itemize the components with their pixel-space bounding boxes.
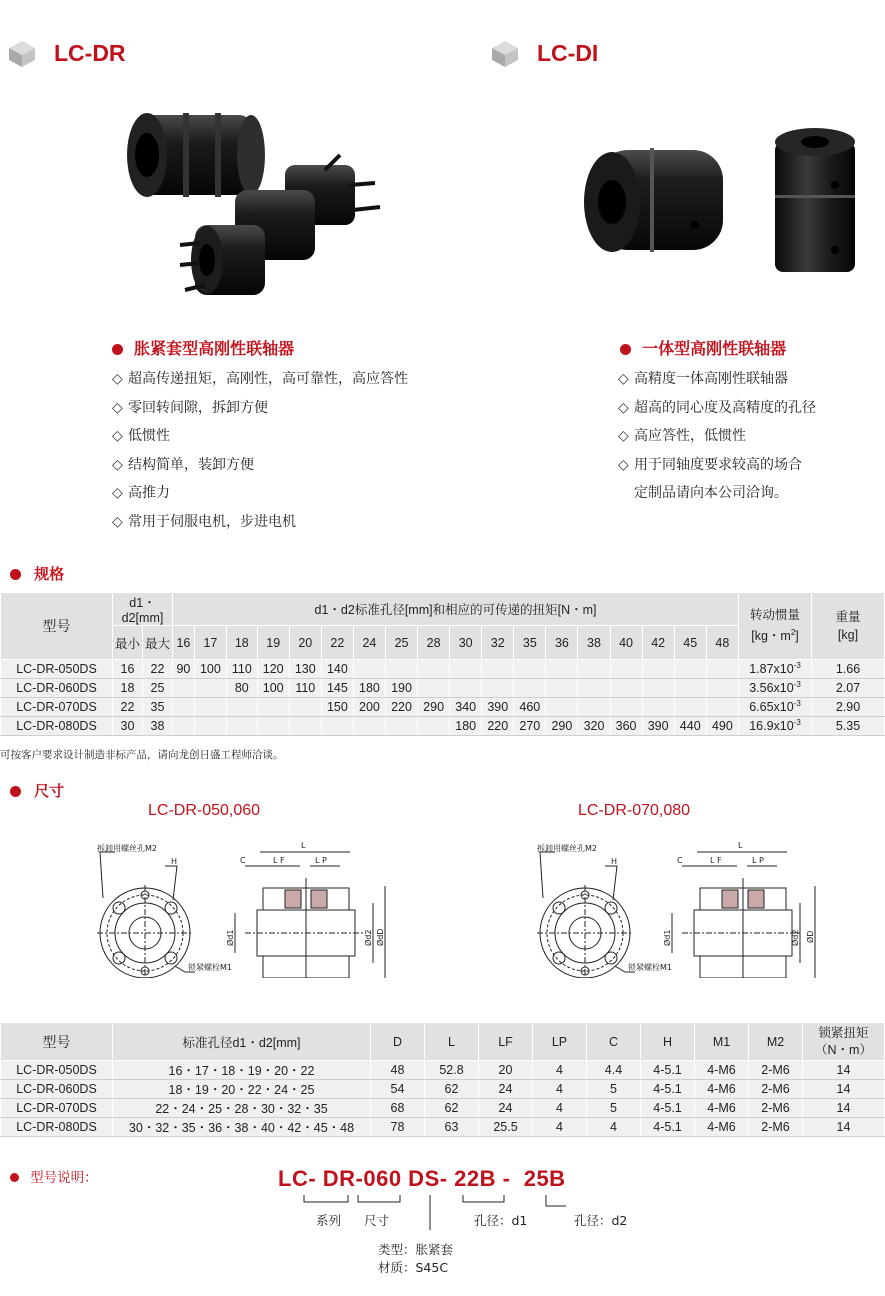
drawing-label-a: LC-DR-050,060 (148, 802, 261, 819)
dimension-table (0, 1022, 885, 1137)
dim-cell: LC-DR-070DS (1, 1099, 113, 1118)
feature-item: ◇ 低惯性 (112, 422, 408, 451)
dim-cell: 2-M6 (749, 1080, 803, 1099)
diamond-icon: ◇ (618, 428, 629, 444)
diamond-icon: ◇ (112, 428, 123, 444)
dim-cell: 4 (587, 1118, 641, 1137)
dim-section-title-row (10, 780, 64, 801)
dim-cell: 54 (371, 1080, 425, 1099)
dim-cell: 63 (425, 1118, 479, 1137)
bullet-dot-icon (112, 344, 123, 355)
dim-cell: 4.4 (587, 1061, 641, 1080)
cube-icon (491, 40, 519, 68)
spec-header-weight: 重量 [kg] (812, 593, 885, 660)
spec-cell-torque: 100 (194, 660, 226, 679)
dim-cell: 14 (803, 1099, 885, 1118)
spec-cell-torque (194, 679, 226, 698)
feature-item: ◇ 用于同轴度要求较高的场合 (618, 451, 816, 480)
feature-item: ◇ 高推力 (112, 479, 408, 508)
dim-cell: 14 (803, 1061, 885, 1080)
dim-cell: 4-M6 (695, 1080, 749, 1099)
table-row (1, 1080, 885, 1099)
dim-header: LF (479, 1023, 533, 1061)
spec-cell-torque (706, 698, 738, 717)
spec-cell-weight: 2.90 (812, 698, 885, 717)
spec-cell-torque (706, 660, 738, 679)
spec-cell-torque: 340 (450, 698, 482, 717)
spec-bore-header: 24 (353, 626, 385, 660)
spec-cell-torque: 360 (610, 717, 642, 736)
spec-header-d: d1・d2[mm] (113, 593, 173, 626)
spec-bore-header: 38 (578, 626, 610, 660)
spec-cell-torque: 180 (353, 679, 385, 698)
dim-header: L (425, 1023, 479, 1061)
dim-cell: 78 (371, 1118, 425, 1137)
dim-cell: 24 (479, 1099, 533, 1118)
feature-item: ◇ 超高传递扭矩，高刚性，高可靠性，高应答性 (112, 365, 408, 394)
lf-callout: L F (273, 856, 285, 865)
spec-cell-torque: 220 (482, 717, 514, 736)
table-row (1, 1099, 885, 1118)
lf-callout: L F (710, 856, 722, 865)
spec-cell-torque (385, 660, 417, 679)
spec-cell-torque (674, 679, 706, 698)
spec-cell-torque (257, 717, 289, 736)
spec-cell-torque (418, 717, 450, 736)
spec-bore-header: 30 (450, 626, 482, 660)
spec-cell-torque (706, 679, 738, 698)
spec-cell-torque: 80 (226, 679, 257, 698)
diamond-icon: ◇ (112, 456, 123, 473)
spec-cell-torque (450, 679, 482, 698)
label-bore1: 孔径：d1 (474, 1213, 528, 1228)
label-series: 系列 (316, 1213, 342, 1228)
cube-icon (8, 40, 36, 68)
spec-cell-inertia: $16.9x10^{-3}$ (739, 717, 812, 736)
spec-cell-torque: 320 (578, 717, 610, 736)
d-callout: ØD (806, 930, 815, 943)
table-row (1, 1061, 885, 1080)
feature-extra: 定制品请向本公司洽询。 (634, 485, 788, 501)
spec-bore-header: 16 (173, 626, 195, 660)
spec-bore-header: 36 (546, 626, 578, 660)
left-subtitle: 胀紧套型高刚性联轴器 (134, 339, 295, 358)
label-bore2: 孔径：d2 (574, 1213, 628, 1228)
d1-callout: Ød1 (226, 929, 235, 946)
spec-header-model: 型号 (1, 593, 113, 660)
spec-cell-torque: 290 (546, 717, 578, 736)
spec-cell-torque (610, 698, 642, 717)
spec-cell-torque (578, 698, 610, 717)
table-row (1, 660, 885, 679)
dim-cell: 2-M6 (749, 1118, 803, 1137)
diamond-icon: ◇ (112, 513, 123, 530)
diamond-icon: ◇ (618, 399, 629, 416)
spec-cell-torque: 145 (321, 679, 353, 698)
spec-cell-torque: 110 (289, 679, 321, 698)
dim-cell: 4-5.1 (641, 1118, 695, 1137)
dim-header: 标准孔径d1・d2[mm] (113, 1023, 371, 1061)
spec-cell-torque (353, 660, 385, 679)
d2-callout: Ød2 (364, 929, 373, 946)
bullet-dot-icon (10, 786, 21, 797)
model-explain-title: 型号说明： (30, 1170, 98, 1186)
dim-cell: 2-M6 (749, 1099, 803, 1118)
spec-cell-model: LC-DR-070DS (1, 698, 113, 717)
m1-callout: 锁紧螺栓M1 (628, 963, 672, 972)
spec-cell-torque (546, 679, 578, 698)
dim-header: C (587, 1023, 641, 1061)
dim-cell: 4-5.1 (641, 1099, 695, 1118)
left-title: LC-DR (54, 40, 126, 66)
spec-cell-torque: 390 (642, 717, 674, 736)
dim-cell: 22・24・25・28・30・32・35 (113, 1099, 371, 1118)
dim-cell: 2-M6 (749, 1061, 803, 1080)
dim-cell: 4-M6 (695, 1118, 749, 1137)
right-feature-list (618, 365, 816, 508)
spec-cell-torque: 100 (257, 679, 289, 698)
spec-cell-torque: 140 (321, 660, 353, 679)
spec-cell-torque (418, 660, 450, 679)
spec-cell-torque (289, 717, 321, 736)
dim-cell: 5 (587, 1080, 641, 1099)
spec-table (0, 592, 885, 736)
table-row (1, 1118, 885, 1137)
d2-callout: Ød2 (791, 929, 800, 946)
spec-bore-header: 40 (610, 626, 642, 660)
spec-cell-inertia: $3.56x10^{-3}$ (739, 679, 812, 698)
spec-cell-torque (173, 717, 195, 736)
dim-cell: 4 (533, 1099, 587, 1118)
right-title: LC-DI (537, 40, 599, 66)
lp-callout: L P (752, 856, 764, 865)
diamond-icon: ◇ (112, 371, 123, 387)
dim-cell: 68 (371, 1099, 425, 1118)
dim-cell: 16・17・18・19・20・22 (113, 1061, 371, 1080)
spec-cell-torque: 220 (385, 698, 417, 717)
spec-cell-torque: 390 (482, 698, 514, 717)
feature-item: ◇ 超高的同心度及高精度的孔径 (618, 394, 816, 423)
spec-header-max: 最大 (143, 626, 173, 660)
feature-item: ◇ 常用于伺服电机，步进电机 (112, 508, 408, 537)
spec-cell-torque: 290 (418, 698, 450, 717)
dim-cell: 62 (425, 1080, 479, 1099)
model-explain-title-row (10, 1166, 98, 1186)
dim-header: H (641, 1023, 695, 1061)
spec-cell-torque (642, 660, 674, 679)
spec-bore-header: 17 (194, 626, 226, 660)
dim-cell: 52.8 (425, 1061, 479, 1080)
dim-cell: 14 (803, 1080, 885, 1099)
spec-cell-torque: 110 (226, 660, 257, 679)
dim-cell: 4 (533, 1061, 587, 1080)
spec-cell-torque (321, 717, 353, 736)
spec-cell-torque (546, 660, 578, 679)
dim-cell: 4 (533, 1080, 587, 1099)
bullet-dot-icon (10, 1173, 19, 1182)
m2-callout: 拆卸用螺丝孔M2 (97, 844, 157, 853)
spec-cell-torque (418, 679, 450, 698)
spec-bore-header: 20 (289, 626, 321, 660)
spec-bore-header: 19 (257, 626, 289, 660)
spec-cell-torque (674, 698, 706, 717)
spec-cell-torque: 460 (514, 698, 546, 717)
spec-bore-header: 45 (674, 626, 706, 660)
spec-bore-header: 48 (706, 626, 738, 660)
label-material: 材质：S45C (378, 1260, 449, 1275)
spec-bore-header: 35 (514, 626, 546, 660)
dim-cell: 30・32・35・36・38・40・42・45・48 (113, 1118, 371, 1137)
dim-cell: LC-DR-050DS (1, 1061, 113, 1080)
spec-bore-header: 25 (385, 626, 417, 660)
feature-item: ◇ 零回转间隙，拆卸方便 (112, 394, 408, 423)
lc-di-coupling-photo (570, 120, 870, 275)
spec-bore-header: 18 (226, 626, 257, 660)
dim-cell: LC-DR-080DS (1, 1118, 113, 1137)
spec-section-title: 规格 (34, 565, 65, 583)
spec-bore-header: 42 (642, 626, 674, 660)
dim-header: LP (533, 1023, 587, 1061)
drawing-label-b: LC-DR-070,080 (578, 802, 691, 819)
dim-cell: 4-M6 (695, 1099, 749, 1118)
spec-cell-torque (482, 679, 514, 698)
spec-cell-torque (514, 660, 546, 679)
c-callout: C (240, 856, 246, 865)
spec-cell-torque (194, 698, 226, 717)
left-subtitle-row (112, 336, 294, 359)
spec-cell-torque: 90 (173, 660, 195, 679)
spec-cell-torque (514, 679, 546, 698)
dim-cell: LC-DR-060DS (1, 1080, 113, 1099)
spec-cell-torque: 130 (289, 660, 321, 679)
spec-cell-min: 30 (113, 717, 143, 736)
dim-cell: 5 (587, 1099, 641, 1118)
spec-cell-weight: 2.07 (812, 679, 885, 698)
m1-callout: 锁紧螺栓M1 (188, 963, 232, 972)
spec-bore-header: 22 (321, 626, 353, 660)
spec-cell-max: 22 (143, 660, 173, 679)
spec-cell-torque (385, 717, 417, 736)
spec-cell-model: LC-DR-060DS (1, 679, 113, 698)
spec-cell-torque: 440 (674, 717, 706, 736)
h-callout: H (171, 857, 178, 866)
label-type: 类型：胀紧套 (378, 1242, 454, 1257)
spec-cell-min: 18 (113, 679, 143, 698)
spec-cell-model: LC-DR-050DS (1, 660, 113, 679)
feature-item: ◇ 高应答性，低惯性 (618, 422, 816, 451)
dim-cell: 24 (479, 1080, 533, 1099)
table-row (1, 679, 885, 698)
dim-header: D (371, 1023, 425, 1061)
dim-cell: 4-5.1 (641, 1080, 695, 1099)
spec-cell-max: 35 (143, 698, 173, 717)
spec-cell-model: LC-DR-080DS (1, 717, 113, 736)
spec-cell-torque (674, 660, 706, 679)
spec-cell-torque (642, 698, 674, 717)
c-callout: C (677, 856, 683, 865)
spec-cell-inertia: $1.87x10^{-3}$ (739, 660, 812, 679)
spec-cell-inertia: $6.65x10^{-3}$ (739, 698, 812, 717)
spec-cell-torque: 190 (385, 679, 417, 698)
spec-bore-header: 32 (482, 626, 514, 660)
diamond-icon: ◇ (618, 371, 629, 387)
spec-cell-min: 22 (113, 698, 143, 717)
spec-cell-weight: 1.66 (812, 660, 885, 679)
spec-cell-torque (289, 698, 321, 717)
dim-cell: 48 (371, 1061, 425, 1080)
spec-bore-header: 28 (418, 626, 450, 660)
spec-cell-torque (610, 679, 642, 698)
spec-cell-min: 16 (113, 660, 143, 679)
dim-header: 型号 (1, 1023, 113, 1061)
dim-cell: 20 (479, 1061, 533, 1080)
dim-cell: 4-5.1 (641, 1061, 695, 1080)
spec-cell-torque (173, 698, 195, 717)
dim-header: M2 (749, 1023, 803, 1061)
dim-cell: 18・19・20・22・24・25 (113, 1080, 371, 1099)
dim-section-title: 尺寸 (34, 782, 65, 800)
spec-cell-torque (546, 698, 578, 717)
spec-cell-torque (173, 679, 195, 698)
spec-cell-torque: 150 (321, 698, 353, 717)
table-row (1, 717, 885, 736)
spec-cell-torque (578, 660, 610, 679)
dimension-drawing-b (530, 838, 830, 978)
dimension-drawing-a (95, 838, 410, 978)
spec-cell-torque (257, 698, 289, 717)
spec-cell-torque (482, 660, 514, 679)
table-row (1, 698, 885, 717)
bullet-dot-icon (620, 344, 631, 355)
dim-cell: 14 (803, 1118, 885, 1137)
dim-cell: 4-M6 (695, 1061, 749, 1080)
bullet-dot-icon (10, 569, 21, 580)
spec-section-title-row (10, 563, 64, 584)
diamond-icon: ◇ (618, 456, 629, 473)
spec-cell-torque (194, 717, 226, 736)
l-callout: L (738, 841, 743, 850)
spec-header-inertia: 转动惯量 [kg・$m^2$] (739, 593, 812, 660)
dd-callout: ØdD (376, 928, 385, 946)
l-callout: L (301, 841, 306, 850)
dim-cell: 25.5 (479, 1118, 533, 1137)
diamond-icon: ◇ (112, 399, 123, 416)
spec-cell-torque (610, 660, 642, 679)
d1-callout: Ød1 (663, 929, 672, 946)
spec-cell-torque: 120 (257, 660, 289, 679)
spec-cell-torque (353, 717, 385, 736)
spec-cell-torque (578, 679, 610, 698)
dim-header: M1 (695, 1023, 749, 1061)
h-callout: H (611, 857, 618, 866)
spec-cell-torque: 490 (706, 717, 738, 736)
spec-cell-torque: 200 (353, 698, 385, 717)
spec-cell-max: 25 (143, 679, 173, 698)
m2-callout: 拆卸用螺丝孔M2 (537, 844, 597, 853)
spec-header-torque: d1・d2标准孔径[mm]和相应的可传递的扭矩[N・m] (173, 593, 739, 626)
spec-cell-torque (642, 679, 674, 698)
dim-header-torque: 锁紧扭矩 （N・m） (803, 1023, 885, 1061)
spec-header-min: 最小 (113, 626, 143, 660)
spec-cell-torque: 270 (514, 717, 546, 736)
spec-cell-torque (450, 660, 482, 679)
lc-dr-coupling-photo (115, 85, 395, 310)
lp-callout: L P (315, 856, 327, 865)
spec-cell-torque (226, 698, 257, 717)
dim-cell: 4 (533, 1118, 587, 1137)
spec-cell-weight: 5.35 (812, 717, 885, 736)
dim-cell: 62 (425, 1099, 479, 1118)
feature-item: ◇ 结构简单，装卸方便 (112, 451, 408, 480)
right-subtitle-row (620, 336, 786, 359)
model-code: LC- DR-060 DS- 22B - 25B (278, 1166, 566, 1191)
spec-cell-torque (226, 717, 257, 736)
spec-note: 可按客户要求设计制造非标产品，请向龙创日盛工程师洽谈。 (0, 749, 284, 761)
right-subtitle: 一体型高刚性联轴器 (642, 339, 787, 358)
diamond-icon: ◇ (112, 485, 123, 501)
spec-cell-max: 38 (143, 717, 173, 736)
label-size: 尺寸 (364, 1213, 390, 1228)
feature-item: ◇ 高精度一体高刚性联轴器 (618, 365, 816, 394)
left-feature-list (112, 365, 408, 536)
spec-cell-torque: 180 (450, 717, 482, 736)
